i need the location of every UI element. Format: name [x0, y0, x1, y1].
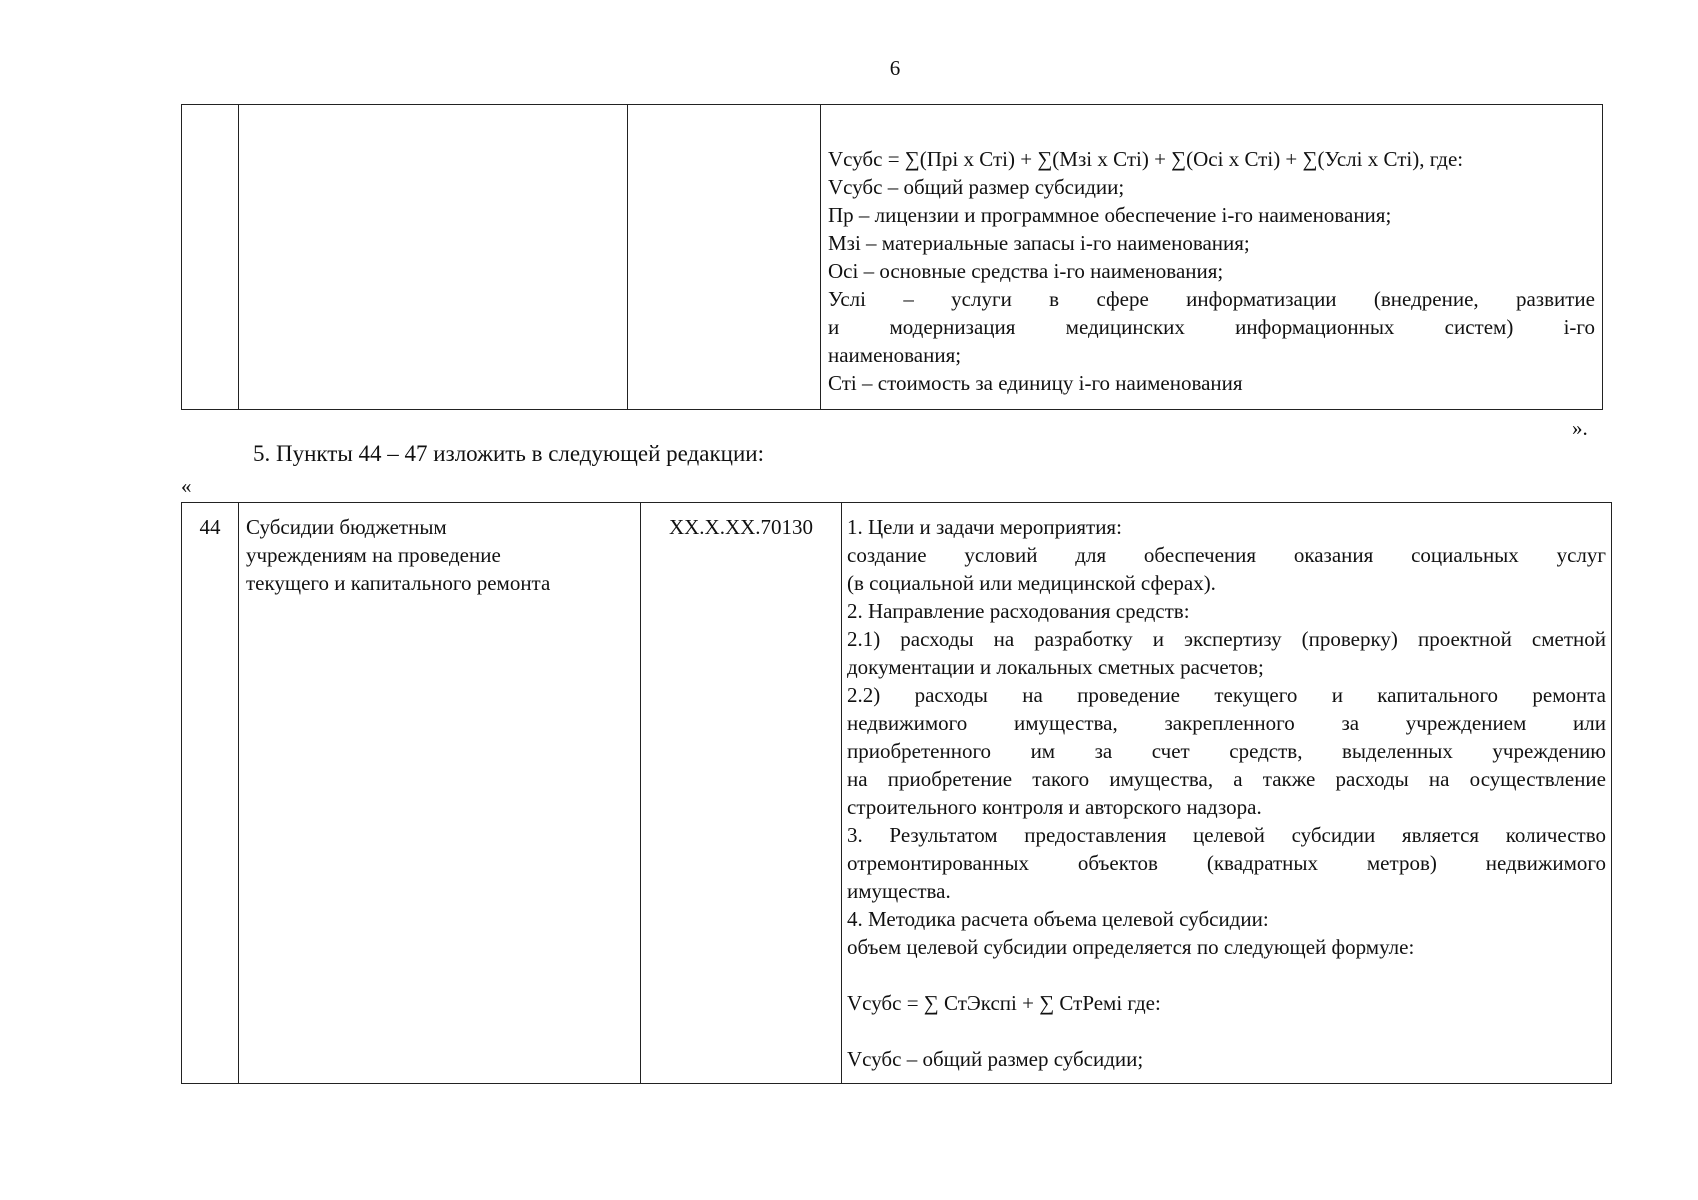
description-line: 2. Направление расходования средств:	[847, 599, 1190, 623]
budget-code: ХХ.Х.ХХ.70130	[641, 503, 842, 1084]
formula-line: Мзі – материальные запасы і-го наименования;	[828, 231, 1250, 255]
formula-line: Vсубс = ∑(Прі х Сті) + ∑(Мзі х Сті) + ∑(Осі х Сті) + ∑(Услі х Сті), где:	[828, 147, 1464, 171]
description-line: 4. Методика расчета объема целевой субсидии:	[847, 907, 1269, 931]
description-line: 1. Цели и задачи мероприятия:	[847, 515, 1122, 539]
blank-line	[847, 1017, 1606, 1045]
formula-cell	[821, 105, 1603, 410]
description-line: имущества.	[847, 879, 951, 903]
description-cell	[842, 503, 1612, 1084]
table-row	[182, 105, 1603, 410]
formula-line: Vсубс – общий размер субсидии;	[828, 175, 1125, 199]
description-line: Vсубс – общий размер субсидии;	[847, 1047, 1144, 1071]
name-cell	[239, 105, 628, 410]
description-line: (в социальной или медицинской сферах).	[847, 571, 1216, 595]
table-row	[182, 503, 1612, 1084]
description-line: Vсубс = ∑ СтЭкспі + ∑ СтРемі где:	[847, 991, 1161, 1015]
subsidy-name-line: учреждениям на проведение	[246, 543, 501, 567]
description-line: недвижимого имущества, закрепленного за учреждением или	[847, 711, 1606, 735]
section-heading: 5. Пункты 44 – 47 изложить в следующей редакции:	[253, 441, 764, 466]
description-line: приобретенного им за счет средств, выделенных учреждению	[847, 739, 1606, 763]
formula-line: и модернизация медицинских информационных систем) і-го	[828, 315, 1595, 339]
subsidy-name-line: Субсидии бюджетным	[246, 515, 447, 539]
formula-line: Услі – услуги в сфере информатизации (внедрение, развитие	[828, 287, 1595, 311]
description-line: 3. Результатом предоставления целевой субсидии является количество	[847, 823, 1606, 847]
continued-table	[181, 104, 1603, 410]
description-line: на приобретение такого имущества, а также расходы на осуществление	[847, 767, 1606, 791]
subsidy-name-line: текущего и капитального ремонта	[246, 571, 551, 595]
formula-line: Сті – стоимость за единицу і-го наименования	[828, 371, 1243, 395]
formula-line: Осі – основные средства і-го наименования;	[828, 259, 1224, 283]
blank-line	[847, 961, 1606, 989]
number-cell	[182, 105, 239, 410]
description-line: создание условий для обеспечения оказания социальных услуг	[847, 543, 1606, 567]
description-line: документации и локальных сметных расчетов;	[847, 655, 1264, 679]
subsidy-name-cell	[239, 503, 641, 1084]
formula-line: наименования;	[828, 343, 962, 367]
row-number: 44	[182, 503, 239, 1084]
code-cell	[628, 105, 821, 410]
page-number: 6	[889, 56, 901, 80]
description-line: 2.2) расходы на проведение текущего и капитального ремонта	[847, 683, 1606, 707]
description-line: объем целевой субсидии определяется по следующей формуле:	[847, 935, 1415, 959]
description-line: отремонтированных объектов (квадратных метров) недвижимого	[847, 851, 1606, 875]
formula-line: Пр – лицензии и программное обеспечение і-го наименования;	[828, 203, 1392, 227]
opening-quote: «	[181, 474, 192, 498]
description-line: строительного контроля и авторского надзора.	[847, 795, 1262, 819]
closing-quote: ».	[1572, 416, 1588, 440]
subsidy-table	[181, 502, 1612, 1084]
description-line: 2.1) расходы на разработку и экспертизу (проверку) проектной сметной	[847, 627, 1606, 651]
